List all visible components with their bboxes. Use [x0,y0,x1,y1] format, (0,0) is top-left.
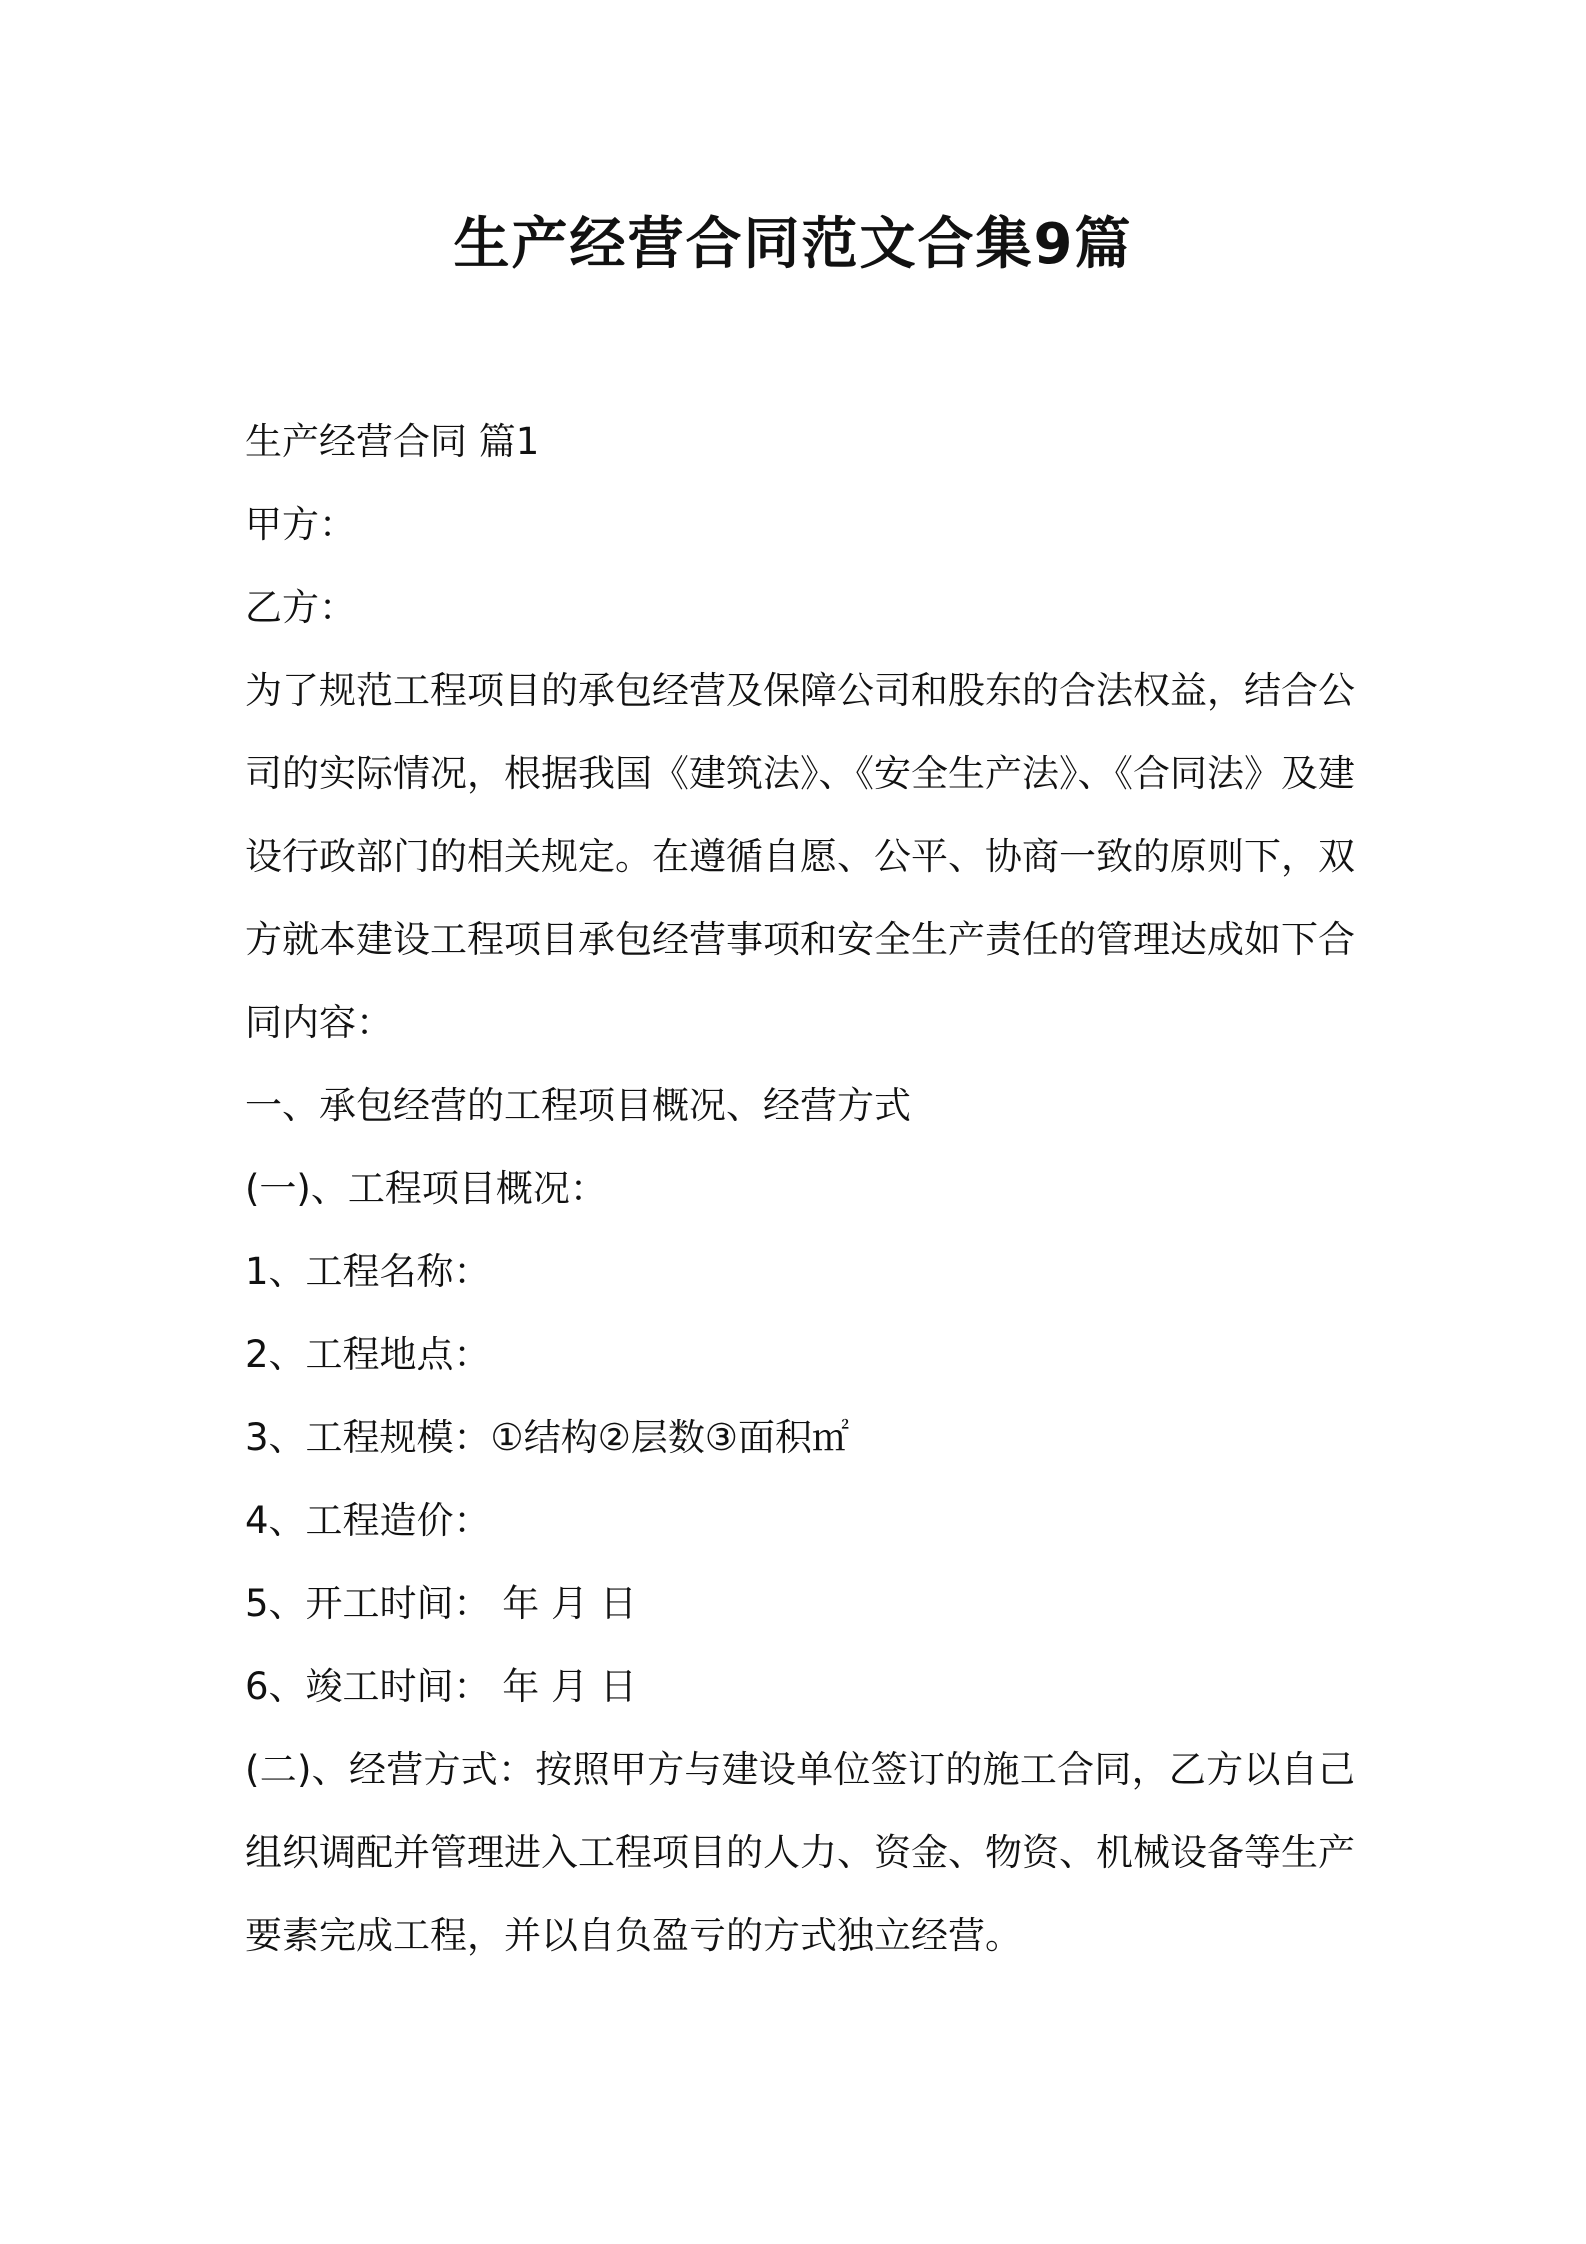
party-b-line: 乙方： [245,586,356,629]
document-title: 生产经营合同范文合集9篇 [453,212,1133,277]
document-body [245,400,1355,1977]
section-heading: 生产经营合同 篇1 [245,420,540,463]
intro-paragraph: 为了规范工程项目的承包经营及保障公司和股东的合法权益，结合公司的实际情况，根据我国《建筑法》、《安全生产法》、《合同法》及建设行政部门的相关规定。在遵循自愿、公平、协商一致的原则下，双方就本建设工程项目承包经营事项和安全生产责任的管理达成如下合同内容： [245,669,1355,1044]
operation-mode-paragraph: (二)、经营方式：按照甲方与建设单位签订的施工合同，乙方以自己组织调配并管理进入工程项目的人力、资金、物资、机械设备等生产要素完成工程，并以自负盈亏的方式独立经营。 [245,1748,1355,1957]
completion-date-line: 6、竣工时间： 年 月 日 [245,1665,637,1708]
start-date-line: 5、开工时间： 年 月 日 [245,1582,637,1625]
clause-heading: 一、承包经营的工程项目概况、经营方式 [245,1084,911,1127]
project-location-line: 2、工程地点： [245,1333,491,1376]
project-cost-line: 4、工程造价： [245,1499,491,1542]
project-name-line: 1、工程名称： [245,1250,491,1293]
project-scale-line: 3、工程规模：①结构②层数③面积㎡ [245,1416,850,1459]
party-a-line: 甲方： [245,503,356,546]
subclause-heading: (一)、工程项目概况： [245,1167,607,1210]
